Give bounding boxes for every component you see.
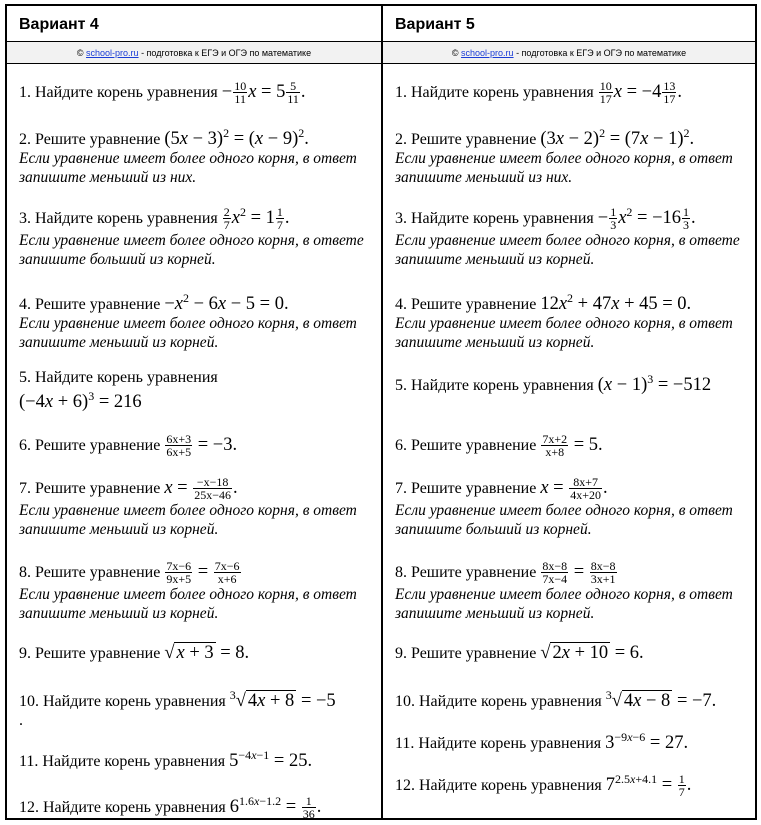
task-2: 2. Решите уравнение $(5x - 3)^2 = (x - 9)^2$. Если уравнение имеет более одного корня, в ответ запишите меньший из них. xyxy=(19,126,357,187)
task-12: 12. Найдите корень уравнения $6^{1.6x-1.2}$ = $\frac{1}{36}$ . xyxy=(19,794,322,822)
equation: √ x + 3 = 8. xyxy=(164,643,250,663)
equation: $6^{1.6x-1.2}$ = $\frac{1}{36}$ . xyxy=(229,794,322,822)
task-8: 8. Решите уравнение $\frac{7x-6}{9x+5}$ = $\frac{7x-6}{x+6}$ Если уравнение имеет более одного корня, в ответ запишите меньший из корней. xyxy=(19,559,357,622)
task-3: 3. Найдите корень уравнения $\frac{2}{7}$ $x^2 = 1$ $\frac{1}{7}$ . Если уравнение имеет более одного корня, в ответе запишите больший из корней. xyxy=(19,205,364,269)
task-1: 1. Найдите корень уравнения − $\frac{10}{11}$ x = 5 $\frac{5}{11}$ . xyxy=(19,79,306,106)
task-4: 4. Решите уравнение $12x^2 + 47x + 45 = 0$. Если уравнение имеет более одного корня, в ответ запишите меньший из корней. xyxy=(395,291,733,352)
equation: x = $\frac{8x+7}{4x+20}$ . xyxy=(540,475,608,502)
equation: − $\frac{10}{11}$ x = 5 $\frac{5}{11}$ . xyxy=(221,79,306,106)
task-10: 10. Найдите корень уравнения $^3$√ 4x + 8 = −5 . xyxy=(19,688,336,730)
task-9: 9. Решите уравнение √ 2x + 10 = 6. xyxy=(395,643,644,663)
equation: $(3x - 2)^2 = (7x - 1)^2$. xyxy=(540,126,695,150)
variant-4-column xyxy=(7,6,381,822)
task-7: 7. Решите уравнение x = $\frac{-x-18}{25x-46}$ . Если уравнение имеет более одного корня, в ответ запишите меньший из корней. xyxy=(19,475,357,538)
equation: − $\frac{1}{3}$ $x^2 = -16$ $\frac{1}{3}$ . xyxy=(597,205,696,233)
task-2: 2. Решите уравнение $(3x - 2)^2 = (7x - 1)^2$. Если уравнение имеет более одного корня, в ответ запишите меньший из них. xyxy=(395,126,733,187)
equation: $12x^2 + 47x + 45 = 0$. xyxy=(540,291,692,315)
task-4: 4. Решите уравнение $-x^2 - 6x - 5 = 0$. Если уравнение имеет более одного корня, в ответ запишите меньший из корней. xyxy=(19,291,357,352)
equation: $\frac{6x+3}{6x+5}$ = −3. xyxy=(166,432,238,459)
task-10: 10. Найдите корень уравнения $^3$√ 4x − 8 = −7. xyxy=(395,688,717,712)
site-link[interactable]: school-pro.ru xyxy=(86,48,139,58)
equation: $\frac{7x+2}{x+8}$ = 5. xyxy=(542,432,603,459)
equation: $-x^2 - 6x - 5 = 0$. xyxy=(164,291,289,315)
equation: $3^{-9x-6} = 27$. xyxy=(605,730,689,754)
task-3: 3. Найдите корень уравнения − $\frac{1}{3}$ $x^2 = -16$ $\frac{1}{3}$ . Если уравнение имеет более одного корня, в ответе запишите меньший из корней. xyxy=(395,205,740,269)
site-credit: © school-pro.ru - подготовка к ЕГЭ и ОГЭ по математике xyxy=(7,42,381,64)
task-1: 1. Найдите корень уравнения $\frac{10}{17}$ x = −4 $\frac{13}{17}$ . xyxy=(395,79,682,106)
task-5: 5. Найдите корень уравнения $(-4x + 6)^3 = 216$ xyxy=(19,369,218,413)
equation: $\frac{7x-6}{9x+5}$ = $\frac{7x-6}{x+6}$ xyxy=(166,559,240,586)
equation: $^3$√ 4x + 8 = −5 xyxy=(229,688,336,712)
site-credit: © school-pro.ru - подготовка к ЕГЭ и ОГЭ по математике xyxy=(383,42,755,64)
equation: $7^{2.5x+4.1}$ = $\frac{1}{7}$ . xyxy=(605,772,692,800)
variant-title: Вариант 4 xyxy=(7,6,381,42)
equation: $\frac{8x-8}{7x-4}$ = $\frac{8x-8}{3x+1}$ xyxy=(542,559,616,586)
variant-5-column xyxy=(381,6,755,818)
task-11: 11. Найдите корень уравнения $3^{-9x-6} = 27$. xyxy=(395,730,689,754)
task-12: 12. Найдите корень уравнения $7^{2.5x+4.1}$ = $\frac{1}{7}$ . xyxy=(395,772,692,800)
task-7: 7. Решите уравнение x = $\frac{8x+7}{4x+20}$ . Если уравнение имеет более одного корня, в ответ запишите больший из корней. xyxy=(395,475,733,538)
equation: $(5x - 3)^2 = (x - 9)^2$. xyxy=(164,126,309,150)
period: . xyxy=(19,712,23,730)
task-9: 9. Решите уравнение √ x + 3 = 8. xyxy=(19,643,250,663)
equation: $\frac{10}{17}$ x = −4 $\frac{13}{17}$ . xyxy=(599,79,682,106)
equation: $^3$√ 4x − 8 = −7. xyxy=(605,688,717,712)
variant-title: Вариант 5 xyxy=(383,6,755,42)
task-6: 6. Решите уравнение $\frac{6x+3}{6x+5}$ = −3. xyxy=(19,432,238,459)
task-8: 8. Решите уравнение $\frac{8x-8}{7x-4}$ = $\frac{8x-8}{3x+1}$ Если уравнение имеет более одного корня, в ответ запишите меньший из корней. xyxy=(395,559,733,622)
equation: x = $\frac{-x-18}{25x-46}$ . xyxy=(164,475,238,502)
equation: √ 2x + 10 = 6. xyxy=(540,643,644,663)
worksheet xyxy=(5,4,757,820)
site-link[interactable]: school-pro.ru xyxy=(461,48,514,58)
equation: $\frac{2}{7}$ $x^2 = 1$ $\frac{1}{7}$ . xyxy=(223,205,290,233)
equation: $5^{-4x-1} = 25$. xyxy=(229,748,313,772)
equation: $(-4x + 6)^3 = 216$ xyxy=(19,389,142,413)
task-5: 5. Найдите корень уравнения $(x - 1)^3 = -512$ xyxy=(395,372,712,396)
task-11: 11. Найдите корень уравнения $5^{-4x-1} = 25$. xyxy=(19,748,313,772)
task-6: 6. Решите уравнение $\frac{7x+2}{x+8}$ = 5. xyxy=(395,432,603,459)
equation: $(x - 1)^3 = -512$ xyxy=(597,372,712,396)
